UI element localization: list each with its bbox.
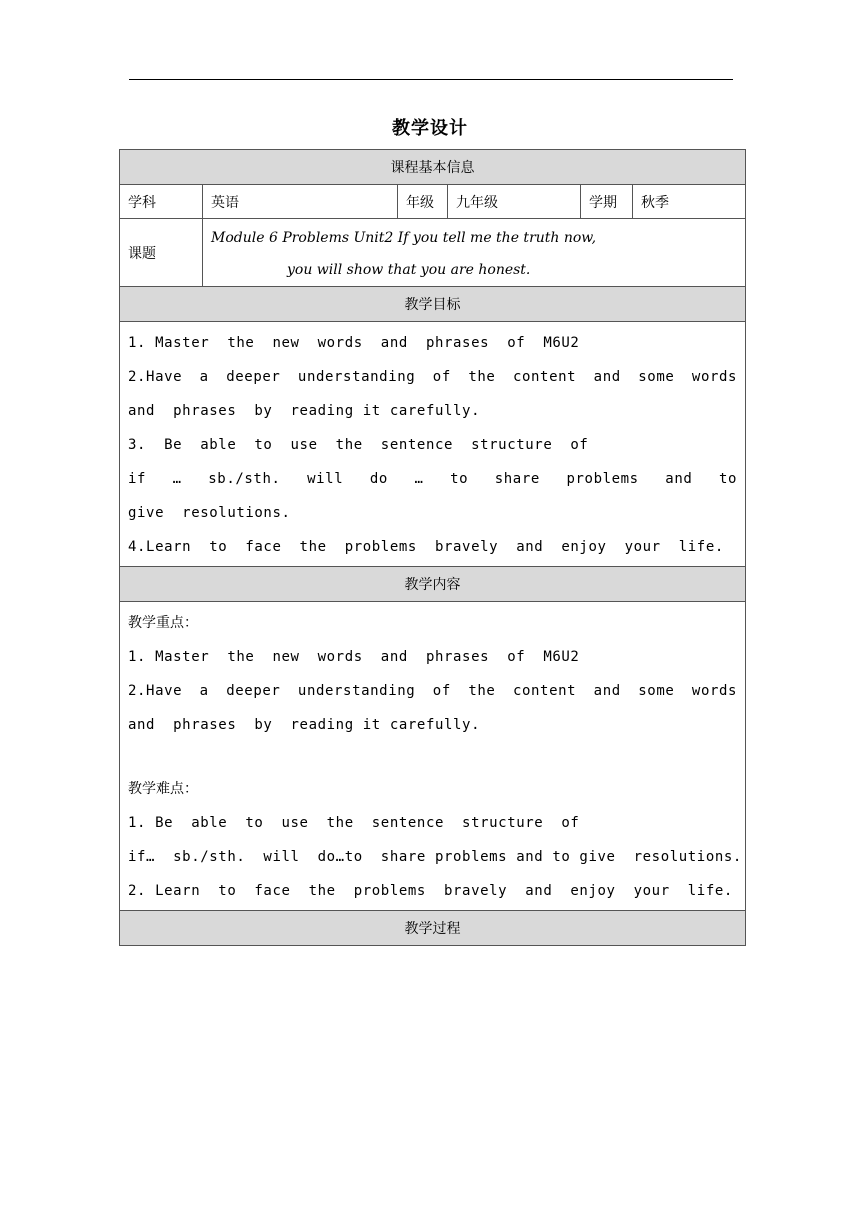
content-body bbox=[120, 602, 746, 911]
objective-line: 1. Master the new words and phrases of M6U2 bbox=[128, 335, 580, 351]
term-label: 学期 bbox=[581, 185, 633, 219]
spacer bbox=[128, 742, 737, 772]
section-header-content: 教学内容 bbox=[120, 567, 746, 602]
lesson-plan-table bbox=[119, 149, 746, 946]
objective-line: give resolutions. bbox=[128, 505, 291, 521]
objective-line: if … sb./sth. will do … to share problems and to bbox=[128, 471, 738, 487]
difficult-point-line: if… sb./sth. will do…to share problems and to give resolutions. bbox=[128, 849, 742, 865]
objective-line: 4.Learn to face the problems bravely and enjoy your life. bbox=[128, 539, 724, 555]
topic-line: Module 6 Problems Unit2 If you tell me the truth now, bbox=[211, 229, 597, 246]
key-point-line: 1. Master the new words and phrases of M6U2 bbox=[128, 649, 580, 665]
subject-value: 英语 bbox=[203, 185, 398, 219]
topic-value bbox=[203, 219, 746, 287]
section-header-basic-info: 课程基本信息 bbox=[120, 150, 746, 185]
topic-label: 课题 bbox=[120, 219, 203, 287]
objective-line: 3. Be able to use the sentence structure of bbox=[128, 437, 589, 453]
section-header-objectives: 教学目标 bbox=[120, 287, 746, 322]
grade-value: 九年级 bbox=[448, 185, 581, 219]
objective-line: 2.Have a deeper understanding of the content and some words bbox=[128, 369, 738, 385]
topic-line: you will show that you are honest. bbox=[287, 261, 531, 278]
difficult-point-line: 2. Learn to face the problems bravely and enjoy your life. bbox=[128, 883, 733, 899]
key-point-line: 2.Have a deeper understanding of the content and some words bbox=[128, 683, 738, 699]
section-header-process: 教学过程 bbox=[120, 911, 746, 946]
key-point-line: and phrases by reading it carefully. bbox=[128, 717, 481, 733]
difficult-point-line: 1. Be able to use the sentence structure of bbox=[128, 815, 580, 831]
grade-label: 年级 bbox=[398, 185, 448, 219]
term-value: 秋季 bbox=[633, 185, 746, 219]
objectives-body bbox=[120, 322, 746, 567]
difficult-points-label: 教学难点： bbox=[128, 781, 198, 797]
subject-label: 学科 bbox=[120, 185, 203, 219]
key-points-label: 教学重点： bbox=[128, 615, 198, 631]
document-title: 教学设计 bbox=[392, 118, 468, 139]
header-rule bbox=[129, 79, 733, 80]
objective-line: and phrases by reading it carefully. bbox=[128, 403, 481, 419]
